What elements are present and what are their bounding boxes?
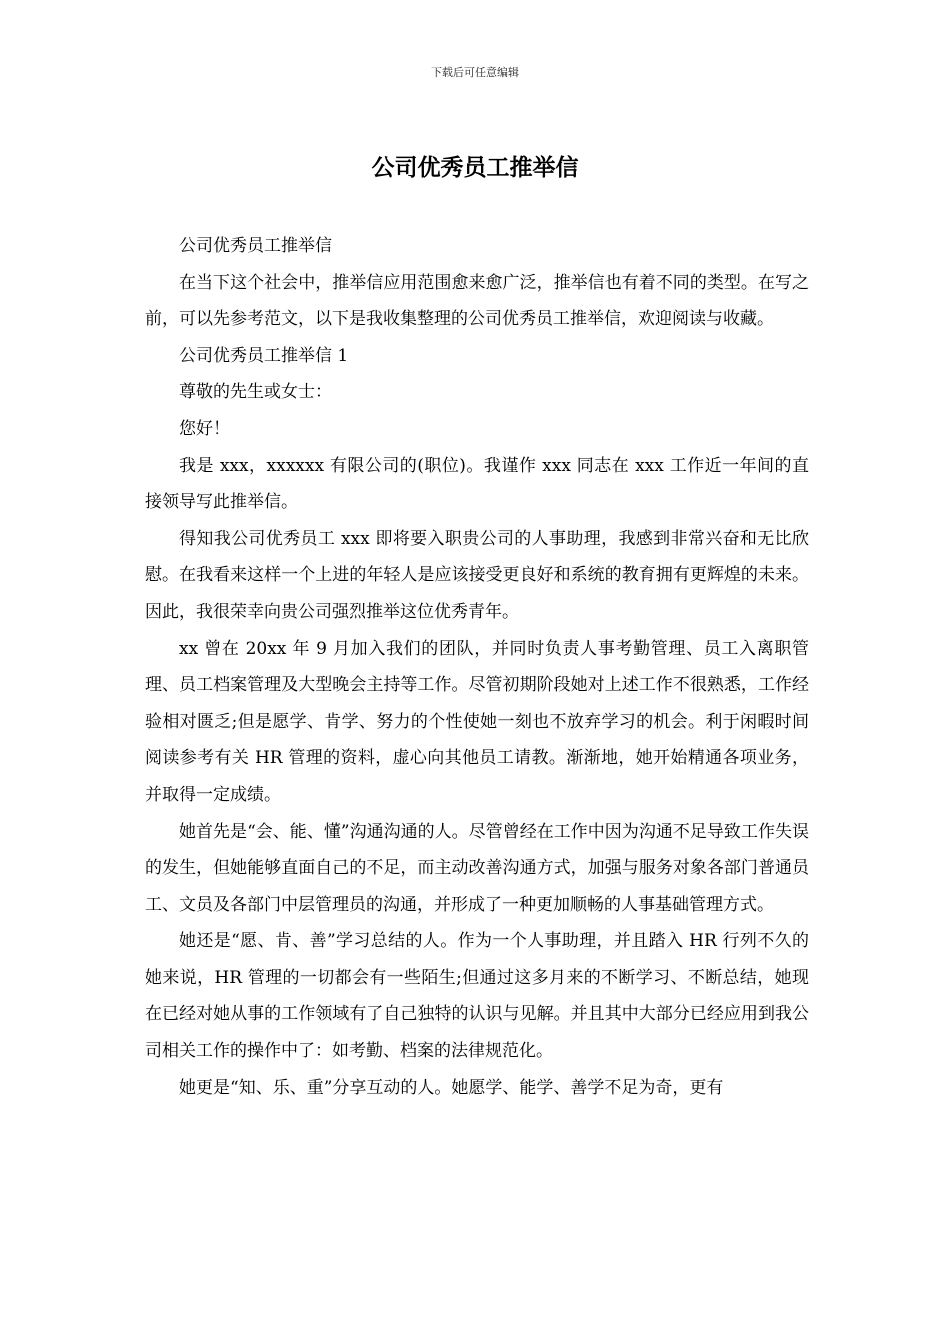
document-body: [145, 228, 809, 1106]
paragraph-sharing: 她更是“知、乐、重”分享互动的人。她愿学、能学、善学不足为奇，更有: [179, 1077, 724, 1098]
page-header-note: 下载后可任意编辑: [431, 66, 519, 79]
paragraph-intro: 在当下这个社会中，推举信应用范围愈来愈广泛，推举信也有着不同的类型。在写之前，可以先参考范文，以下是我收集整理的公司优秀员工推举信，欢迎阅读与收藏。: [145, 272, 809, 330]
paragraph-self-introduction: 我是 xxx，xxxxxx 有限公司的(职位)。我谨作 xxx 同志在 xxx 工作近一年间的直接领导写此推举信。: [145, 455, 809, 513]
paragraph-communication: 她首先是“会、能、懂”沟通沟通的人。尽管曾经在工作中因为沟通不足导致工作失误的发生，但她能够直面自己的不足，而主动改善沟通方式，加强与服务对象各部门普通员工、文员及各部门中层管理员的沟通，并形成了一种更加顺畅的人事基础管理方式。: [145, 821, 809, 915]
document-title: 公司优秀员工推举信: [371, 154, 579, 181]
paragraph-work-history: xx 曾在 20xx 年 9 月加入我们的团队，并同时负责人事考勤管理、员工入离职管理、员工档案管理及大型晚会主持等工作。尽管初期阶段她对上述工作不很熟悉，工作经验相对匮乏;但是愿学、肯学、努力的个性使她一刻也不放弃学习的机会。利于闲暇时间阅读参考有关 HR 管理的资料，虚心向其他员工请教。渐渐地，她开始精通各项业务，并取得一定成绩。: [145, 638, 809, 805]
paragraph-subtitle: 公司优秀员工推举信: [179, 236, 332, 256]
paragraph-greeting: 您好！: [179, 418, 230, 439]
paragraph-salutation: 尊敬的先生或女士：: [179, 382, 332, 403]
paragraph-recommendation: 得知我公司优秀员工 xxx 即将要入职贵公司的人事助理，我感到非常兴奋和无比欣慰。在我看来这样一个上进的年轻人是应该接受更良好和系统的教育拥有更辉煌的未来。因此，我很荣幸向贵公司强烈推举这位优秀青年。: [145, 528, 809, 622]
paragraph-learning: 她还是“愿、肯、善”学习总结的人。作为一个人事助理，并且踏入 HR 行列不久的她来说，HR 管理的一切都会有一些陌生;但通过这多月来的不断学习、不断总结，她现在已经对她从事的工作领域有了自己独特的认识与见解。并且其中大部分已经应用到我公司相关工作的操作中了：如考勤、档案的法律规范化。: [145, 931, 809, 1062]
paragraph-section-heading: 公司优秀员工推举信 1: [179, 345, 349, 366]
